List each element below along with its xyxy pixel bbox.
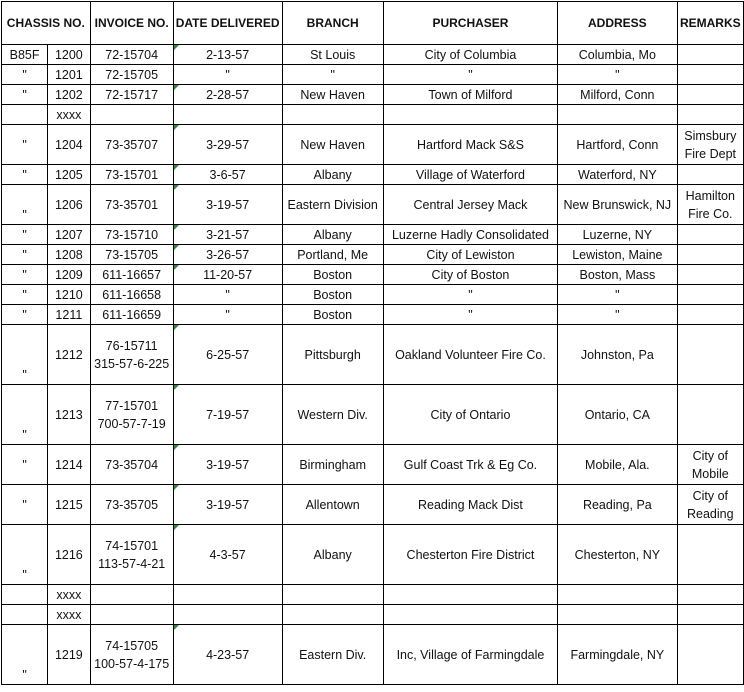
remarks-cell: City of Reading [677, 485, 743, 525]
invoice-number: 74-15705 [105, 638, 159, 653]
chassis-number-cell: 1206 [48, 185, 91, 225]
purchaser-cell: " [383, 305, 557, 325]
address-cell: Luzerne, NY [558, 225, 677, 245]
chassis-prefix-cell: " [2, 165, 48, 185]
chassis-number-cell: 1201 [48, 65, 91, 85]
chassis-number-cell: 1208 [48, 245, 91, 265]
purchaser-cell: Town of Milford [383, 85, 557, 105]
address-cell: Reading, Pa [558, 485, 677, 525]
table-row [2, 165, 744, 185]
purchaser-cell: " [383, 65, 557, 85]
date-delivered-cell [173, 445, 282, 485]
remarks-cell [677, 285, 743, 305]
invoice-number-secondary: 100-57-4-175 [94, 656, 170, 671]
cell-comment-marker-icon [174, 625, 179, 630]
invoice-cell: 72-15704 [90, 45, 173, 65]
chassis-number-cell: 1207 [48, 225, 91, 245]
branch-cell: St Louis [282, 45, 383, 65]
chassis-number-cell: xxxx [48, 105, 91, 125]
invoice-cell: 72-15705 [90, 65, 173, 85]
chassis-number-cell: 1205 [48, 165, 91, 185]
branch-cell: Eastern Div. [282, 625, 383, 685]
date-delivered-value: " [225, 67, 230, 82]
branch-cell: Albany [282, 225, 383, 245]
table-row [2, 125, 744, 165]
chassis-prefix-cell: " [2, 625, 48, 685]
address-cell: Boston, Mass [558, 265, 677, 285]
date-delivered-value: 4-3-57 [209, 547, 246, 562]
date-delivered-value: 2-13-57 [206, 47, 250, 62]
date-delivered-cell [173, 85, 282, 105]
chassis-prefix-cell: " [2, 245, 48, 265]
invoice-number-secondary: 315-57-6-225 [94, 356, 170, 371]
branch-cell: Allentown [282, 485, 383, 525]
date-delivered-cell [173, 225, 282, 245]
chassis-prefix-cell: " [2, 385, 48, 445]
address-cell [558, 605, 677, 625]
invoice-number-secondary: 700-57-7-19 [97, 416, 166, 431]
address-cell: Lewiston, Maine [558, 245, 677, 265]
cell-comment-marker-icon [174, 45, 179, 50]
date-delivered-value: 4-23-57 [206, 647, 250, 662]
table-row [2, 265, 744, 285]
chassis-prefix-cell: " [2, 305, 48, 325]
header-chassis: CHASSIS NO. [2, 2, 91, 45]
address-cell: Milford, Conn [558, 85, 677, 105]
date-delivered-value: 6-25-57 [206, 347, 250, 362]
chassis-number-cell: xxxx [48, 585, 91, 605]
remarks-cell [677, 605, 743, 625]
header-row [2, 2, 744, 45]
branch-cell: Western Div. [282, 385, 383, 445]
date-delivered-cell [173, 525, 282, 585]
invoice-cell [90, 585, 173, 605]
table-row [2, 485, 744, 525]
purchaser-cell: Reading Mack Dist [383, 485, 557, 525]
table-row [2, 105, 744, 125]
date-delivered-value: 3-6-57 [209, 167, 246, 182]
branch-cell: Pittsburgh [282, 325, 383, 385]
invoice-cell [90, 605, 173, 625]
invoice-cell [90, 385, 173, 445]
cell-comment-marker-icon [174, 445, 179, 450]
date-delivered-value: 7-19-57 [206, 407, 250, 422]
cell-comment-marker-icon [174, 525, 179, 530]
remarks-cell: Hamilton Fire Co. [677, 185, 743, 225]
branch-cell: Boston [282, 285, 383, 305]
invoice-cell [90, 105, 173, 125]
date-delivered-value: 11-20-57 [203, 267, 253, 282]
remarks-cell [677, 385, 743, 445]
date-delivered-cell [173, 485, 282, 525]
chassis-prefix-cell: " [2, 485, 48, 525]
invoice-number: 76-15711 [105, 338, 158, 353]
table-row [2, 285, 744, 305]
date-delivered-value: " [225, 287, 230, 302]
invoice-cell [90, 525, 173, 585]
purchaser-cell: City of Boston [383, 265, 557, 285]
address-cell: Columbia, Mo [558, 45, 677, 65]
invoice-cell: 73-35707 [90, 125, 173, 165]
purchaser-cell: Oakland Volunteer Fire Co. [383, 325, 557, 385]
branch-cell: New Haven [282, 85, 383, 105]
table-row [2, 585, 744, 605]
date-delivered-cell [173, 605, 282, 625]
date-delivered-cell [173, 185, 282, 225]
date-delivered-value: 3-19-57 [206, 497, 250, 512]
branch-cell: Boston [282, 305, 383, 325]
address-cell: Johnston, Pa [558, 325, 677, 385]
date-delivered-cell [173, 265, 282, 285]
branch-cell: Boston [282, 265, 383, 285]
date-delivered-cell [173, 165, 282, 185]
purchaser-cell: City of Lewiston [383, 245, 557, 265]
address-cell: " [558, 285, 677, 305]
branch-cell: Albany [282, 165, 383, 185]
address-cell: Farmingdale, NY [558, 625, 677, 685]
date-delivered-value: 3-21-57 [206, 227, 250, 242]
purchaser-cell: Central Jersey Mack [383, 185, 557, 225]
address-cell: New Brunswick, NJ [558, 185, 677, 225]
remarks-cell [677, 625, 743, 685]
address-cell: Waterford, NY [558, 165, 677, 185]
table-row [2, 525, 744, 585]
chassis-prefix-cell [2, 605, 48, 625]
chassis-number-cell: 1216 [48, 525, 91, 585]
header-address: ADDRESS [558, 2, 677, 45]
invoice-cell: 611-16657 [90, 265, 173, 285]
remarks-cell [677, 325, 743, 385]
chassis-number-cell: 1212 [48, 325, 91, 385]
table-row [2, 445, 744, 485]
date-delivered-cell [173, 325, 282, 385]
branch-cell: Portland, Me [282, 245, 383, 265]
branch-cell [282, 105, 383, 125]
remarks-cell [677, 305, 743, 325]
remarks-cell [677, 65, 743, 85]
branch-cell [282, 605, 383, 625]
table-row [2, 85, 744, 105]
chassis-prefix-cell: " [2, 65, 48, 85]
header-date: DATE DELIVERED [173, 2, 282, 45]
invoice-cell [90, 625, 173, 685]
cell-comment-marker-icon [174, 225, 179, 230]
chassis-number-cell: 1214 [48, 445, 91, 485]
purchaser-cell: Village of Waterford [383, 165, 557, 185]
chassis-number-cell: 1209 [48, 265, 91, 285]
chassis-number-cell: xxxx [48, 605, 91, 625]
chassis-number-cell: 1200 [48, 45, 91, 65]
chassis-prefix-cell: " [2, 225, 48, 245]
chassis-number-cell: 1211 [48, 305, 91, 325]
table-row [2, 325, 744, 385]
chassis-prefix-cell: " [2, 445, 48, 485]
date-delivered-cell [173, 105, 282, 125]
date-delivered-value: 3-26-57 [206, 247, 250, 262]
invoice-cell: 73-35701 [90, 185, 173, 225]
branch-cell: New Haven [282, 125, 383, 165]
table-row [2, 245, 744, 265]
chassis-prefix-cell [2, 585, 48, 605]
cell-comment-marker-icon [174, 125, 179, 130]
date-delivered-cell [173, 285, 282, 305]
purchaser-cell: Chesterton Fire District [383, 525, 557, 585]
date-delivered-cell [173, 385, 282, 445]
purchaser-cell: Gulf Coast Trk & Eg Co. [383, 445, 557, 485]
address-cell [558, 105, 677, 125]
chassis-prefix-cell: " [2, 265, 48, 285]
chassis-number-cell: 1204 [48, 125, 91, 165]
branch-cell: " [282, 65, 383, 85]
date-delivered-value: 3-19-57 [206, 457, 250, 472]
purchaser-cell [383, 605, 557, 625]
header-invoice: INVOICE NO. [90, 2, 173, 45]
address-cell: Hartford, Conn [558, 125, 677, 165]
invoice-number: 77-15701 [105, 398, 159, 413]
date-delivered-cell [173, 625, 282, 685]
purchaser-cell: City of Columbia [383, 45, 557, 65]
cell-comment-marker-icon [174, 245, 179, 250]
remarks-cell: Simsbury Fire Dept [677, 125, 743, 165]
chassis-number-cell: 1219 [48, 625, 91, 685]
address-cell: Chesterton, NY [558, 525, 677, 585]
date-delivered-cell [173, 585, 282, 605]
cell-comment-marker-icon [174, 385, 179, 390]
chassis-prefix-cell: " [2, 285, 48, 305]
invoice-cell: 73-15705 [90, 245, 173, 265]
chassis-number-cell: 1213 [48, 385, 91, 445]
invoice-cell: 73-15701 [90, 165, 173, 185]
remarks-cell [677, 585, 743, 605]
cell-comment-marker-icon [174, 185, 179, 190]
branch-cell [282, 585, 383, 605]
chassis-ledger-table [1, 1, 744, 685]
table-row [2, 305, 744, 325]
table-row [2, 385, 744, 445]
address-cell [558, 585, 677, 605]
table-row [2, 225, 744, 245]
table-row [2, 65, 744, 85]
chassis-prefix-cell: " [2, 185, 48, 225]
branch-cell: Eastern Division [282, 185, 383, 225]
purchaser-cell: " [383, 285, 557, 305]
remarks-cell [677, 225, 743, 245]
cell-comment-marker-icon [174, 265, 179, 270]
cell-comment-marker-icon [174, 85, 179, 90]
date-delivered-cell [173, 65, 282, 85]
purchaser-cell: Hartford Mack S&S [383, 125, 557, 165]
remarks-cell [677, 165, 743, 185]
header-remarks: REMARKS [677, 2, 743, 45]
invoice-cell: 73-15710 [90, 225, 173, 245]
cell-comment-marker-icon [174, 485, 179, 490]
remarks-cell [677, 45, 743, 65]
date-delivered-value: 3-29-57 [206, 137, 250, 152]
chassis-prefix-cell: " [2, 525, 48, 585]
purchaser-cell: City of Ontario [383, 385, 557, 445]
date-delivered-cell [173, 45, 282, 65]
remarks-cell [677, 265, 743, 285]
table-row [2, 45, 744, 65]
table-row [2, 605, 744, 625]
remarks-cell [677, 85, 743, 105]
header-purchaser: PURCHASER [383, 2, 557, 45]
remarks-cell [677, 245, 743, 265]
invoice-cell: 73-35705 [90, 485, 173, 525]
branch-cell: Albany [282, 525, 383, 585]
date-delivered-value: 2-28-57 [206, 87, 250, 102]
invoice-cell: 611-16659 [90, 305, 173, 325]
date-delivered-cell [173, 245, 282, 265]
date-delivered-cell [173, 125, 282, 165]
date-delivered-value: " [225, 307, 230, 322]
invoice-cell [90, 325, 173, 385]
invoice-cell: 73-35704 [90, 445, 173, 485]
purchaser-cell: Luzerne Hadly Consolidated [383, 225, 557, 245]
address-cell: " [558, 65, 677, 85]
invoice-number-secondary: 113-57-4-21 [98, 556, 166, 571]
chassis-number-cell: 1202 [48, 85, 91, 105]
cell-comment-marker-icon [174, 165, 179, 170]
chassis-prefix-cell: B85F [2, 45, 48, 65]
remarks-cell [677, 105, 743, 125]
chassis-prefix-cell: " [2, 325, 48, 385]
cell-comment-marker-icon [174, 325, 179, 330]
remarks-cell: City of Mobile [677, 445, 743, 485]
chassis-number-cell: 1210 [48, 285, 91, 305]
invoice-cell: 72-15717 [90, 85, 173, 105]
invoice-cell: 611-16658 [90, 285, 173, 305]
chassis-prefix-cell: " [2, 125, 48, 165]
address-cell: " [558, 305, 677, 325]
date-delivered-cell [173, 305, 282, 325]
table-row [2, 185, 744, 225]
purchaser-cell [383, 585, 557, 605]
chassis-number-cell: 1215 [48, 485, 91, 525]
invoice-number: 74-15701 [105, 538, 159, 553]
date-delivered-value: 3-19-57 [206, 197, 250, 212]
address-cell: Mobile, Ala. [558, 445, 677, 485]
table-row [2, 625, 744, 685]
chassis-prefix-cell: " [2, 85, 48, 105]
branch-cell: Birmingham [282, 445, 383, 485]
purchaser-cell [383, 105, 557, 125]
address-cell: Ontario, CA [558, 385, 677, 445]
purchaser-cell: Inc, Village of Farmingdale [383, 625, 557, 685]
chassis-prefix-cell [2, 105, 48, 125]
remarks-cell [677, 525, 743, 585]
header-branch: BRANCH [282, 2, 383, 45]
